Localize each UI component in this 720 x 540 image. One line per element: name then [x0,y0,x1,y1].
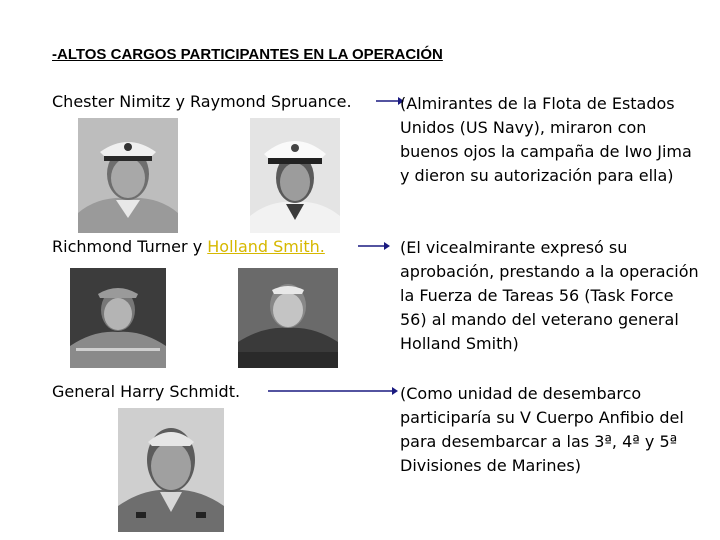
row-3-arrow-icon [268,384,398,398]
row-3-label: General Harry Schmidt. [52,382,241,401]
row-2-label [52,237,325,257]
row-2-label-highlight: Holland Smith. [207,237,325,256]
row-2-arrow-icon [358,239,390,253]
spruance-photo [250,118,340,233]
row-1-label: Chester Nimitz y Raymond Spruance. [52,92,352,111]
row-2-description: (El vicealmirante expresó su aprobación, prestando a la operación la Fuerza de Tareas 56 (Task Force 56) al mando del veterano general Holland Smith) [400,238,699,353]
nimitz-photo [78,118,178,233]
row-1-description: (Almirantes de la Flota de Estados Unidos (US Navy), miraron con buenos ojos la campaña de Iwo Jima y dieron su autorización para ella) [400,94,692,185]
holland-smith-photo [238,268,338,368]
row-2-label-plain: Richmond Turner y [52,237,208,256]
row-3-description: (Como unidad de desembarco participaría su V Cuerpo Anfibio del para desembarcar a las 3ª, 4ª y 5ª Divisiones de Marines) [400,384,684,475]
turner-photo [70,268,166,368]
slide-heading: -ALTOS CARGOS PARTICIPANTES EN LA OPERACIÓN [52,46,443,63]
schmidt-photo [118,408,224,532]
